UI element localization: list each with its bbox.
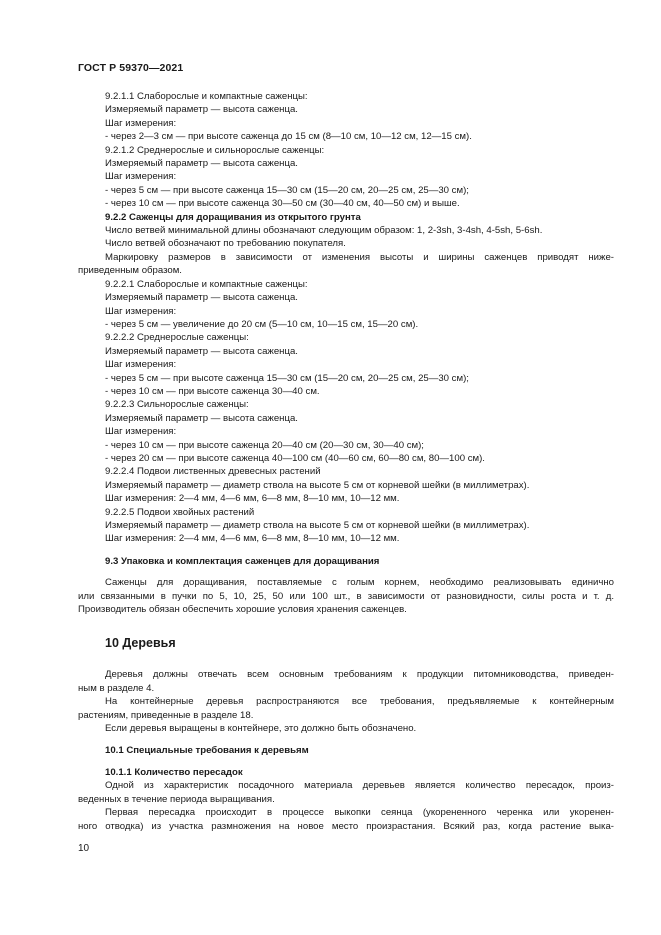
paragraph-line: ного отводка) из участка размножения на новое место произрастания. Всякий раз, когда растение выка- [78,820,614,832]
page-number: 10 [78,843,90,854]
paragraph-line: Одной из характеристик посадочного материала деревьев является количество пересадок, произ- [105,780,614,792]
text-line: Шаг измерения: [105,426,177,438]
text-line: Если деревья выращены в контейнере, это должно быть обозначено. [105,723,417,735]
text-line: Измеряемый параметр — высота саженца. [105,104,298,116]
text-line: Измеряемый параметр — диаметр ствола на высоте 5 см от корневой шейки (в миллиметрах). [105,479,530,491]
clause-9-2-2-1: 9.2.2.1 Слаборослые и компактные саженцы: [105,278,308,290]
clause-9-2-2-2: 9.2.2.2 Среднерослые саженцы: [105,332,249,344]
paragraph-line: Первая пересадка происходит в процессе выкопки сеянца (укорененного черенка или укоренен- [105,807,614,819]
clause-9-2-1-1: 9.2.1.1 Слаборослые и компактные саженцы: [105,91,308,102]
text-line: Шаг измерения: [105,359,177,371]
text-line: Измеряемый параметр — диаметр ствола на высоте 5 см от корневой шейки (в миллиметрах). [105,520,530,531]
list-item: - через 5 см — при высоте саженца 15—30 см (15—20 см, 20—25 см, 25—30 см); [105,184,469,196]
text-line: Шаг измерения: [105,305,177,317]
clause-9-2-1-2: 9.2.1.2 Среднерослые и сильнорослые саженцы: [105,144,325,156]
document-header: ГОСТ Р 59370—2021 [78,62,184,74]
text-line: Шаг измерения: [105,117,177,129]
clause-9-2-2-5: 9.2.2.5 Подвои хвойных растений [105,506,255,518]
paragraph-line: Саженцы для доращивания, поставляемые с голым корнем, необходимо реализовывать единично [105,577,614,589]
text-line: Измеряемый параметр — высота саженца. [105,345,298,357]
paragraph-line: веденных в течение периода выращивания. [78,793,275,805]
list-item: - через 10 см — при высоте саженца 30—50 см (30—40 см, 40—50 см) и выше. [105,198,460,210]
list-item: - через 5 см — увеличение до 20 см (5—10 см, 10—15 см, 15—20 см). [105,318,419,330]
clause-9-2-2-heading: 9.2.2 Саженцы для доращивания из открытого грунта [105,211,361,223]
text-line: Измеряемый параметр — высота саженца. [105,412,298,424]
text-line: Шаг измерения: 2—4 мм, 4—6 мм, 6—8 мм, 8—10 мм, 10—12 мм. [105,493,400,505]
paragraph-line: растениям, приведенные в разделе 18. [78,709,254,721]
clause-10-1-1-heading: 10.1.1 Количество пересадок [105,766,243,778]
paragraph-line: Деревья должны отвечать всем основным требованиям к продукции питомниководства, приведен- [105,669,614,681]
list-item: - через 2—3 см — при высоте саженца до 15 см (8—10 см, 10—12 см, 12—15 см). [105,131,472,143]
list-item: - через 10 см — при высоте саженца 30—40 см. [105,385,320,397]
text-line: Шаг измерения: 2—4 мм, 4—6 мм, 6—8 мм, 8—10 мм, 10—12 мм. [105,533,400,545]
section-10-heading: 10 Деревья [105,636,176,651]
paragraph-line: или связанными в пучки по 5, 10, 25, 50 или 100 шт., в зависимости от разновидности, силы роста и т. д. [78,590,614,602]
paragraph-line: На контейнерные деревья распространяются все требования, предъявляемые к контейнерным [105,696,614,708]
text-line: Число ветвей обозначают по требованию покупателя. [105,238,346,250]
paragraph-line: Маркировку размеров в зависимости от изменения высоты и ширины саженцев приводят ниже- [105,251,614,263]
text-line: Шаг измерения: [105,171,177,183]
text-line: Число ветвей минимальной длины обозначают следующим образом: 1, 2-3sh, 3-4sh, 4-5sh, 5-6sh. [105,225,543,237]
paragraph-line: ным в разделе 4. [78,682,155,694]
section-10-1-heading: 10.1 Специальные требования к деревьям [105,745,309,757]
section-9-3-heading: 9.3 Упаковка и комплектация саженцев для доращивания [105,555,380,567]
paragraph-line: Производитель обязан обеспечить хорошие условия хранения саженцев. [78,604,407,616]
document-body [78,90,614,833]
list-item: - через 5 см — при высоте саженца 15—30 см (15—20 см, 20—25 см, 25—30 см); [105,372,469,384]
text-line: Измеряемый параметр — высота саженца. [105,292,298,304]
list-item: - через 20 см — при высоте саженца 40—100 см (40—60 см, 60—80 см, 80—100 см). [105,452,485,464]
list-item: - через 10 см — при высоте саженца 20—40 см (20—30 см, 30—40 см); [105,439,424,451]
text-line: Измеряемый параметр — высота саженца. [105,158,298,170]
paragraph-line: приведенным образом. [78,265,182,277]
clause-9-2-2-4: 9.2.2.4 Подвои лиственных древесных растений [105,466,321,478]
clause-9-2-2-3: 9.2.2.3 Сильнорослые саженцы: [105,399,249,411]
